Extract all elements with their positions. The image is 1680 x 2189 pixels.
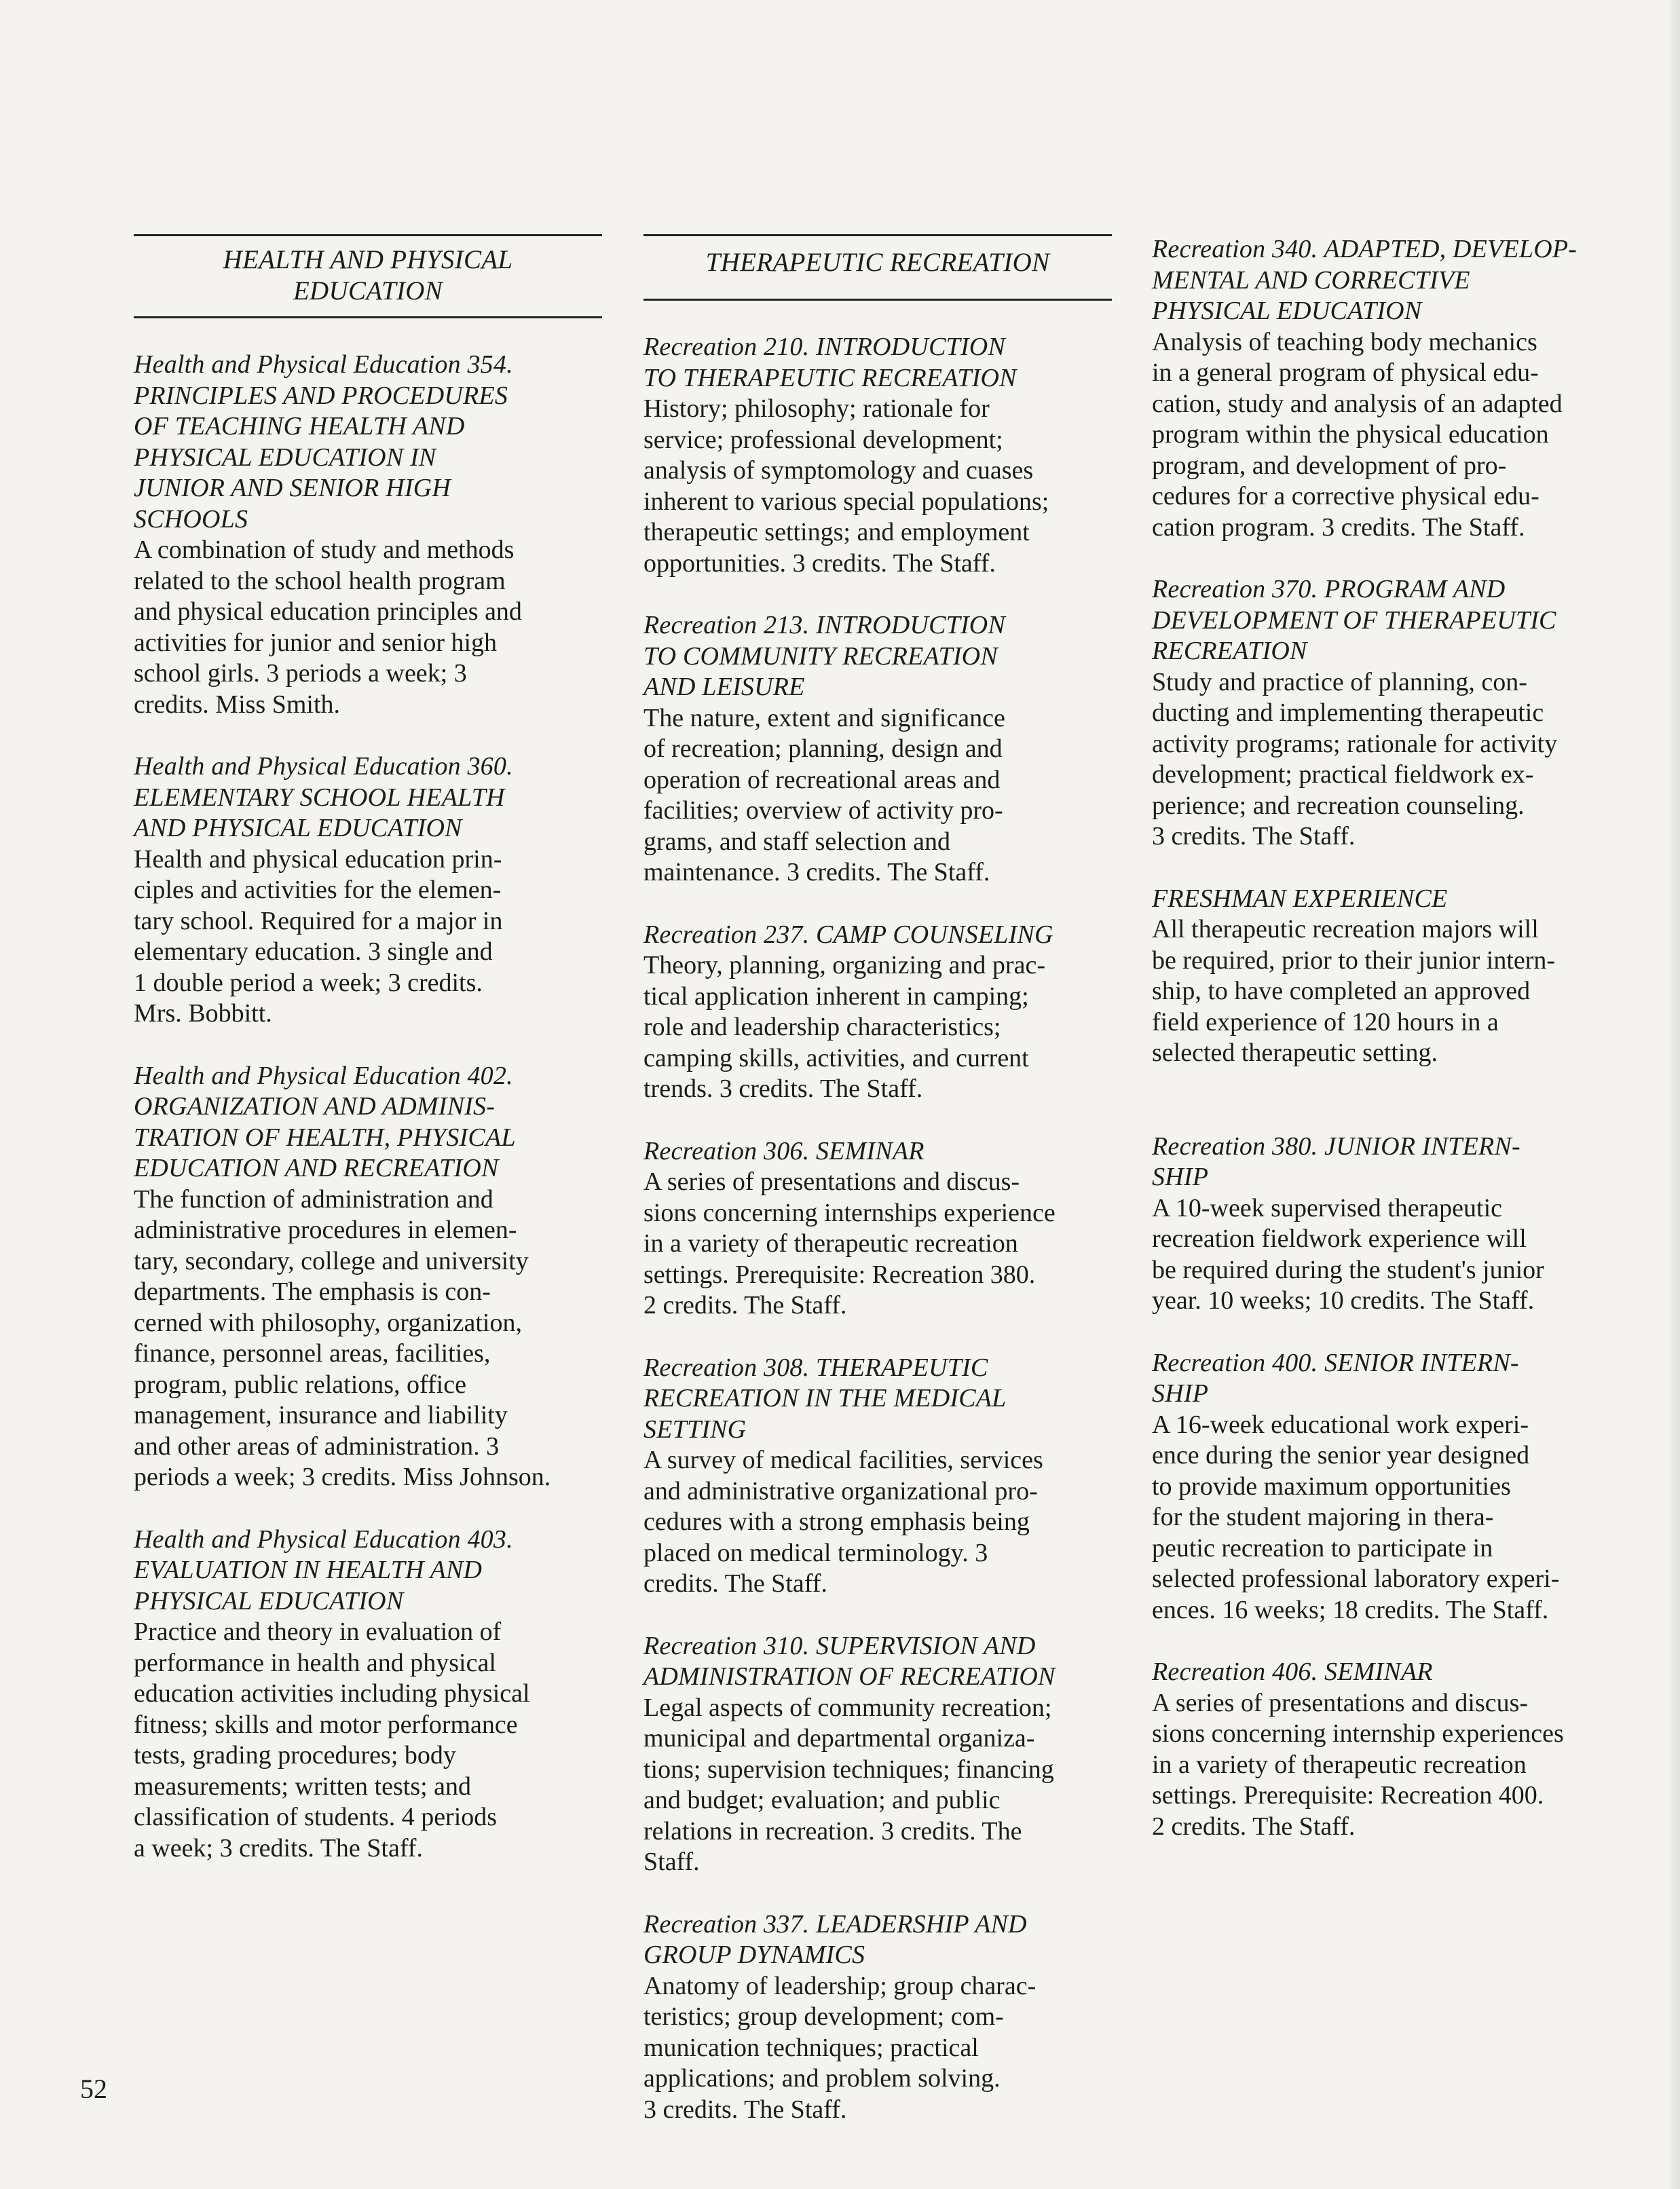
course-title: Recreation 306. SEMINAR — [643, 1136, 925, 1165]
course-title: Health and Physical Education 402. ORGANIZATION AND ADMINIS- TRATION OF HEALTH, PHYSICAL EDUCATION AND RECREATION — [134, 1061, 516, 1182]
course-title: Recreation 310. SUPERVISION AND ADMINISTRATION OF RECREATION — [643, 1631, 1056, 1691]
course-description: Study and practice of planning, con- ducting and implementing therapeutic activity programs; rationale for activity development; practical fieldwork ex- perience; and recreation counseling. 3 credits. The Staff. — [1152, 667, 1558, 850]
course-entry — [643, 332, 1112, 579]
course-title: Recreation 210. INTRODUCTION TO THERAPEUTIC RECREATION — [643, 333, 1017, 392]
course-entry — [643, 1909, 1112, 2126]
course-description: A 16-week educational work experi- ence during the senior year designed to provide maximum opportunities for the student majoring in thera- peutic recreation to participate in selected professional laboratory experi- ences. 16 weeks; 18 credits. The Staff. — [1152, 1410, 1560, 1624]
section-header-health-pe — [134, 234, 602, 318]
course-entry — [643, 1136, 1112, 1322]
course-entry — [134, 1524, 602, 1865]
course-description: A survey of medical facilities, services and administrative organizational pro- cedures with a strong emphasis being placed on medical terminology. 3 credits. The Staff. — [643, 1446, 1043, 1598]
course-title: Health and Physical Education 403. EVALUATION IN HEALTH AND PHYSICAL EDUCATION — [134, 1524, 513, 1615]
course-description: All therapeutic recreation majors will be required, prior to their junior intern- ship, to have completed an approved field experience of 120 hours in a selected therapeutic setting. — [1152, 915, 1556, 1067]
course-entry — [134, 1061, 602, 1493]
course-entry — [1152, 234, 1620, 543]
course-title: Recreation 370. PROGRAM AND DEVELOPMENT OF THERAPEUTIC RECREATION — [1152, 575, 1556, 665]
course-title: Recreation 213. INTRODUCTION TO COMMUNITY RECREATION AND LEISURE — [643, 611, 1005, 701]
course-description: Theory, planning, organizing and prac- tical application inherent in camping; role and leadership characteristics; camping skills, activities, and current trends. 3 credits. The Staff. — [643, 951, 1045, 1103]
column-recreation-continued — [1152, 234, 1620, 1842]
course-title: Health and Physical Education 360. ELEMENTARY SCHOOL HEALTH AND PHYSICAL EDUCATION — [134, 752, 513, 842]
course-description: The function of administration and administrative procedures in elemen- tary, secondary, college and university departments. The emphasis is con- cerned with philosophy, organization, finance, personnel areas, facilities, program, public relations, office management, insurance and liability and other areas of administration. 3 periods a week; 3 credits. Miss Johnson. — [134, 1184, 551, 1491]
course-description: A 10-week supervised therapeutic recreation fieldwork experience will be required during the student's junior year. 10 weeks; 10 credits. The Staff. — [1152, 1193, 1544, 1315]
course-description: History; philosophy; rationale for service; professional development; analysis of symptomology and cuases inherent to various special populations; therapeutic settings; and employment opportunities. 3 credits. The Staff. — [643, 394, 1049, 578]
course-description: A series of presentations and discus- sions concerning internship experiences in a variety of therapeutic recreation settings. Prerequisite: Recreation 400. 2 credits. The Staff. — [1152, 1688, 1564, 1841]
column-health-pe — [134, 234, 602, 1864]
course-title: Recreation 380. JUNIOR INTERN- SHIP — [1152, 1131, 1520, 1191]
course-title: Recreation 406. SEMINAR — [1152, 1658, 1433, 1686]
course-title: FRESHMAN EXPERIENCE — [1152, 884, 1448, 913]
course-title: Recreation 308. THERAPEUTIC RECREATION IN THE MEDICAL SETTING — [643, 1353, 1007, 1444]
course-title: Recreation 337. LEADERSHIP AND GROUP DYNAMICS — [643, 1909, 1027, 1969]
course-entry — [1152, 1131, 1620, 1317]
section-header-therapeutic — [643, 234, 1112, 301]
course-description: A series of presentations and discus- sions concerning internships experience in a variety of therapeutic recreation settings. Prerequisite: Recreation 380. 2 credits. The Staff. — [643, 1167, 1056, 1320]
course-title: Recreation 400. SENIOR INTERN- SHIP — [1152, 1348, 1519, 1408]
course-entry — [643, 610, 1112, 888]
course-entry — [1152, 574, 1620, 853]
course-description: A combination of study and methods related to the school health program and physical education principles and activities for junior and senior high school girls. 3 periods a week; 3 credits. Miss Smith. — [134, 536, 522, 719]
course-entry — [1152, 884, 1620, 1069]
course-description: Health and physical education prin- ciples and activities for the elemen- tary school. Required for a major in elementary education. 3 single and 1 double period a week; 3 credits. Mrs. Bobbitt. — [134, 844, 503, 1028]
course-title: Recreation 237. CAMP COUNSELING — [643, 920, 1053, 949]
course-description: Analysis of teaching body mechanics in a general program of physical edu- cation, study and analysis of an adapted program within the physical education program, and development of pro- cedures for a corrective physical edu- cation program. 3 credits. The Staff. — [1152, 327, 1563, 542]
course-description: Anatomy of leadership; group charac- teristics; group development; com- munication techniques; practical applications; and problem solving. 3 credits. The Staff. — [643, 1971, 1037, 2124]
course-entry — [1152, 1657, 1620, 1842]
course-entry — [643, 1631, 1112, 1878]
course-entry — [1152, 1348, 1620, 1626]
page-number: 52 — [80, 2074, 107, 2104]
course-entry — [134, 751, 602, 1030]
section-title: HEALTH AND PHYSICAL EDUCATION — [223, 245, 513, 305]
course-entry — [643, 920, 1112, 1105]
course-entry — [643, 1353, 1112, 1600]
course-entry — [134, 350, 602, 720]
course-description: Practice and theory in evaluation of performance in health and physical education activities including physical fitness; skills and motor performance tests, grading procedures; body measurements; written tests; and classification of students. 4 periods a week; 3 credits. The Staff. — [134, 1617, 530, 1863]
page-edge-shadow — [1666, 0, 1680, 2189]
course-title: Recreation 340. ADAPTED, DEVELOP- MENTAL AND CORRECTIVE PHYSICAL EDUCATION — [1152, 235, 1578, 325]
column-therapeutic-recreation — [643, 234, 1112, 2125]
course-description: The nature, extent and significance of recreation; planning, design and operation of recreational areas and facilities; overview of activity pro- grams, and staff selection and maintenance. 3 credits. The Staff. — [643, 703, 1005, 886]
course-description: Legal aspects of community recreation; municipal and departmental organiza- tions; supervision techniques; financing and budget; evaluation; and public relations in recreation. 3 credits. The Staff. — [643, 1693, 1054, 1876]
course-title: Health and Physical Education 354. PRINCIPLES AND PROCEDURES OF TEACHING HEALTH AND PHYSICAL EDUCATION IN JUNIOR AND SENIOR HIGH SCHOOLS — [134, 350, 513, 534]
section-title: THERAPEUTIC RECREATION — [705, 248, 1050, 277]
